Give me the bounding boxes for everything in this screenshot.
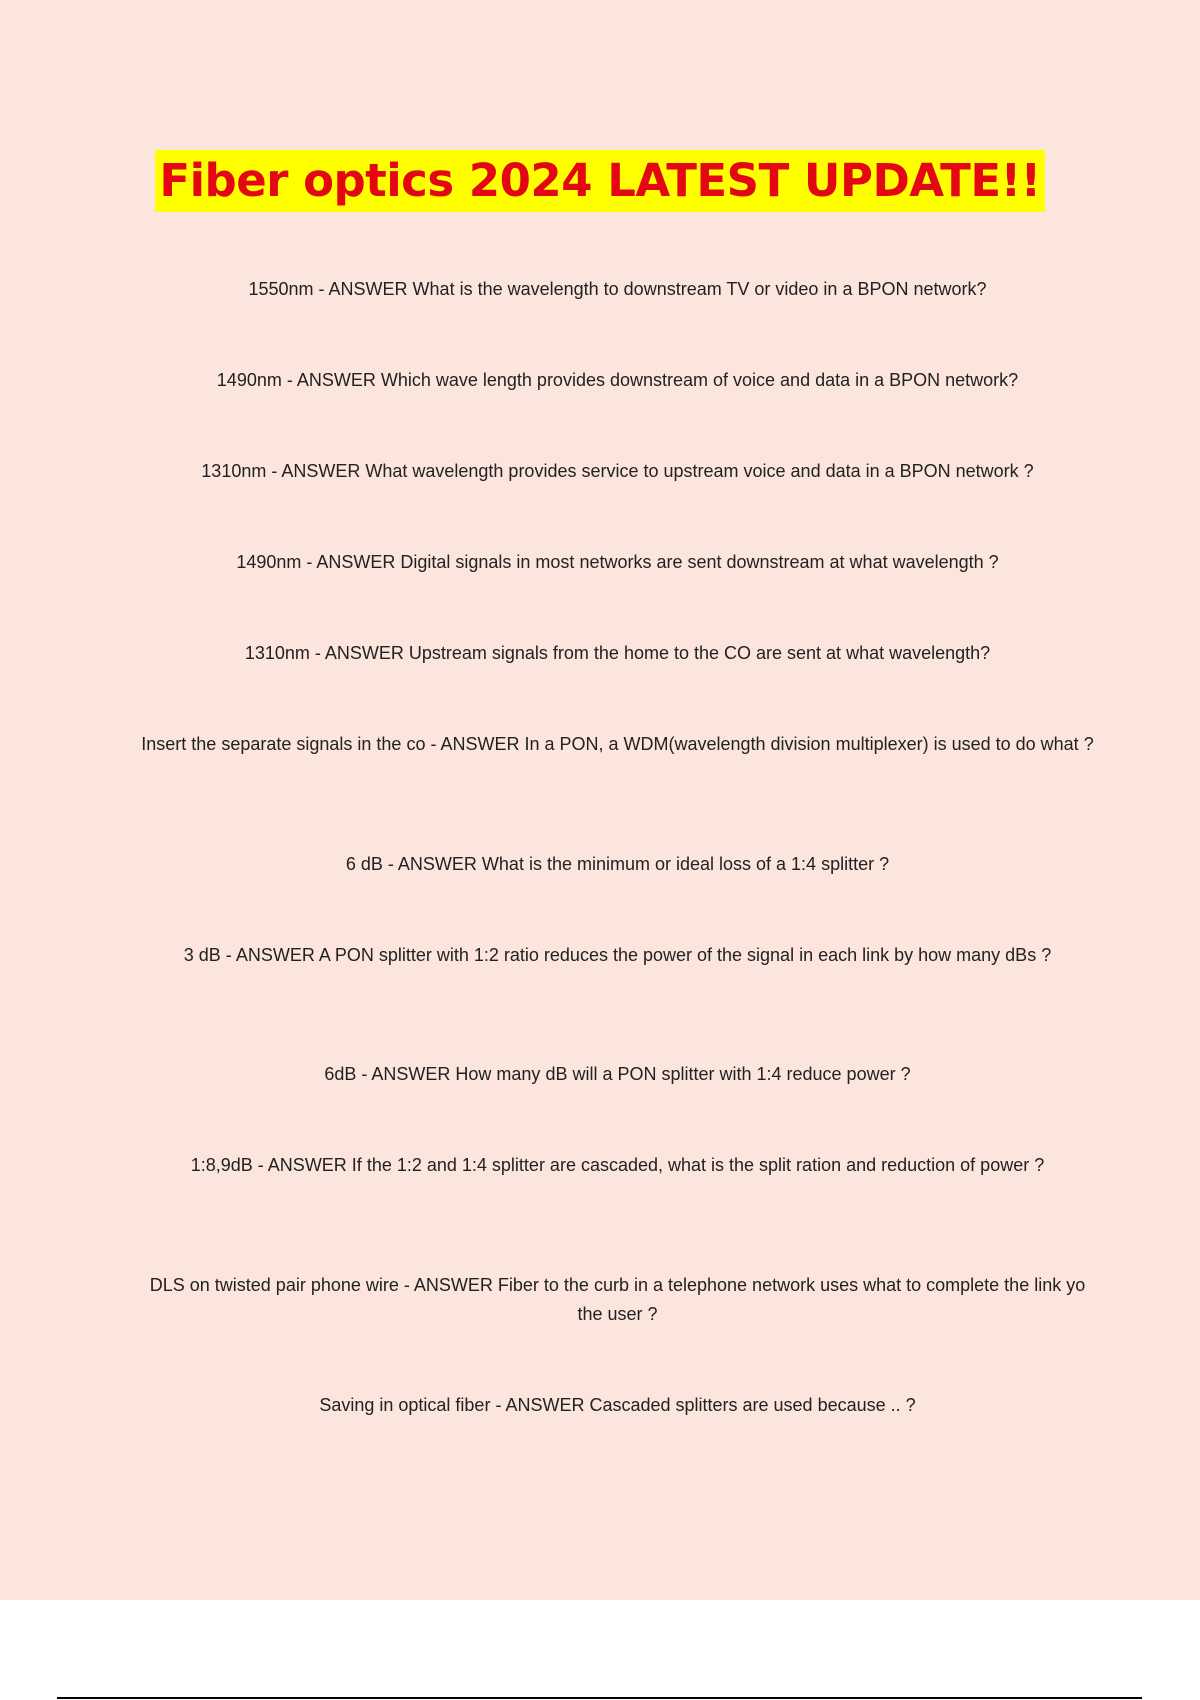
qa-item: 1310nm - ANSWER What wavelength provides service to upstream voice and data in a BPON network ?	[201, 461, 1034, 481]
footer-divider	[57, 1697, 1142, 1699]
qa-item: 1550nm - ANSWER What is the wavelength to downstream TV or video in a BPON network?	[248, 279, 987, 299]
qa-item: 3 dB - ANSWER A PON splitter with 1:2 ratio reduces the power of the signal in each link by how many dBs ?	[183, 945, 1052, 965]
title-wrapper	[0, 150, 1200, 212]
qa-item: DLS on twisted pair phone wire - ANSWER Fiber to the curb in a telephone network uses what to complete the link yo the user ?	[149, 1275, 1086, 1324]
qa-item: 1310nm - ANSWER Upstream signals from the home to the CO are sent at what wavelength?	[244, 643, 991, 663]
qa-item: 6 dB - ANSWER What is the minimum or ideal loss of a 1:4 splitter ?	[345, 854, 890, 874]
qa-item: Saving in optical fiber - ANSWER Cascaded splitters are used because .. ?	[319, 1395, 916, 1415]
qa-item: 1:8,9dB - ANSWER If the 1:2 and 1:4 splitter are cascaded, what is the split ration and reduction of power ?	[190, 1155, 1045, 1175]
qa-item: 1490nm - ANSWER Digital signals in most networks are sent downstream at what wavelength ?	[236, 552, 999, 572]
document-title: Fiber optics 2024 LATEST UPDATE!!	[155, 150, 1044, 212]
qa-item: Insert the separate signals in the co - ANSWER In a PON, a WDM(wavelength division multiplexer) is used to do what ?	[141, 734, 1094, 754]
qa-item: 6dB - ANSWER How many dB will a PON splitter with 1:4 reduce power ?	[324, 1064, 911, 1084]
qa-item: 1490nm - ANSWER Which wave length provides downstream of voice and data in a BPON network?	[216, 370, 1019, 390]
